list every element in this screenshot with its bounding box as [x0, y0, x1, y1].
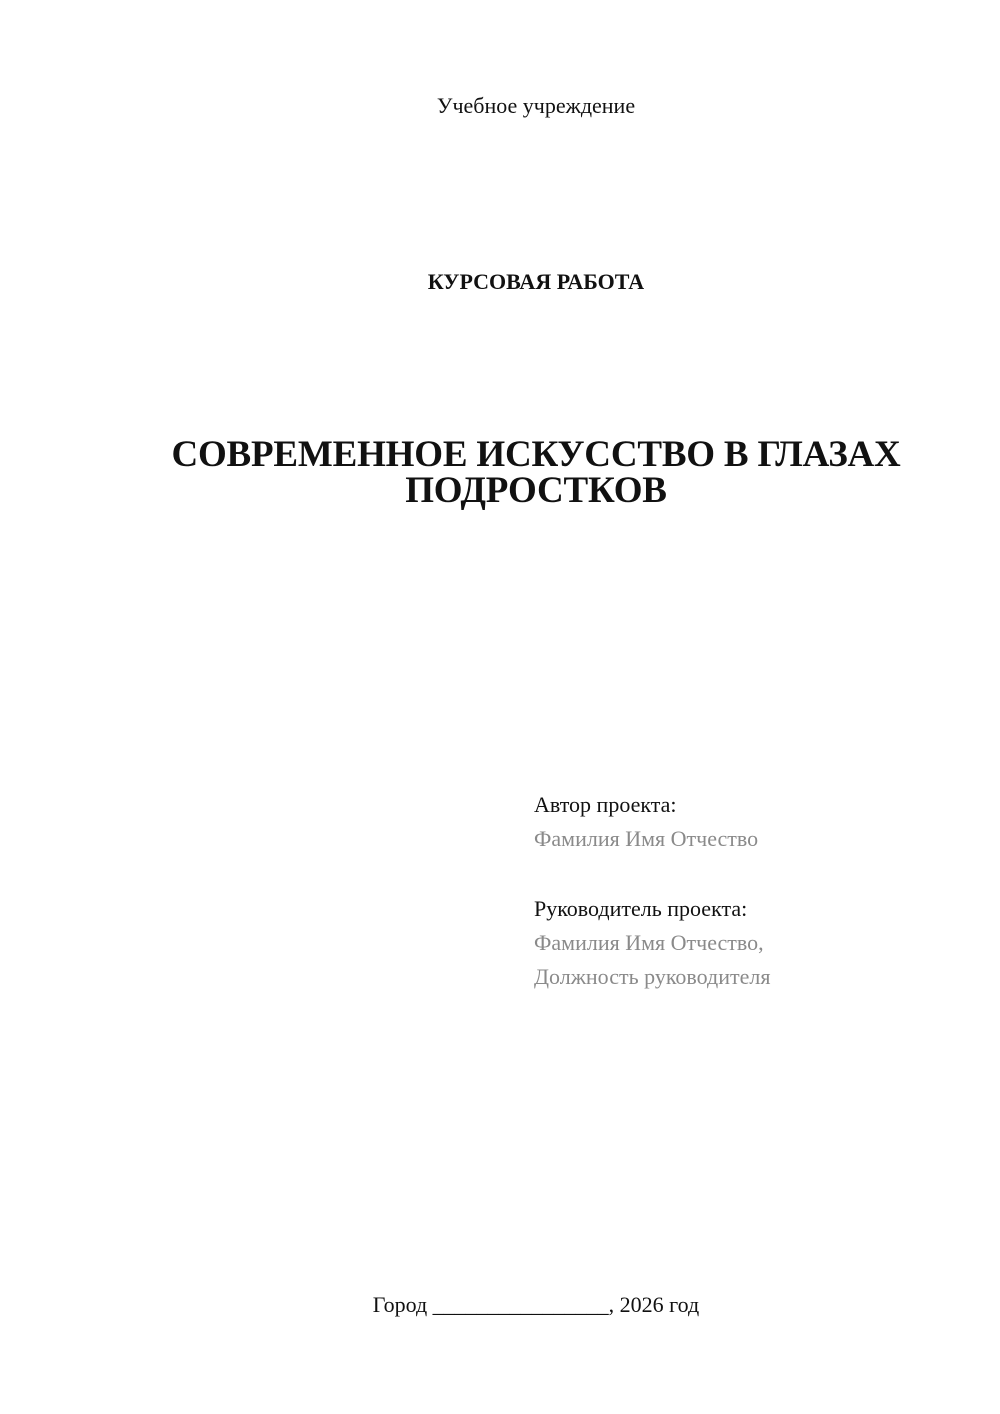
supervisor-position: Должность руководителя — [534, 964, 771, 989]
document-title-line-1: СОВРЕМЕННОЕ ИСКУССТВО В ГЛАЗАХ — [171, 434, 901, 475]
author-name: Фамилия Имя Отчество — [534, 826, 759, 851]
supervisor-label: Руководитель проекта: — [534, 896, 748, 921]
city-year-footer: Город ________________, 2026 год — [372, 1292, 700, 1317]
institution-name: Учебное учреждение — [436, 93, 636, 118]
document-title-line-2: ПОДРОСТКОВ — [405, 470, 667, 511]
author-label: Автор проекта: — [534, 792, 677, 817]
work-type-heading: КУРСОВАЯ РАБОТА — [427, 269, 645, 294]
document-title — [100, 434, 972, 511]
project-info-block — [534, 788, 974, 994]
info-spacer — [534, 856, 974, 892]
supervisor-name: Фамилия Имя Отчество, — [534, 930, 764, 955]
